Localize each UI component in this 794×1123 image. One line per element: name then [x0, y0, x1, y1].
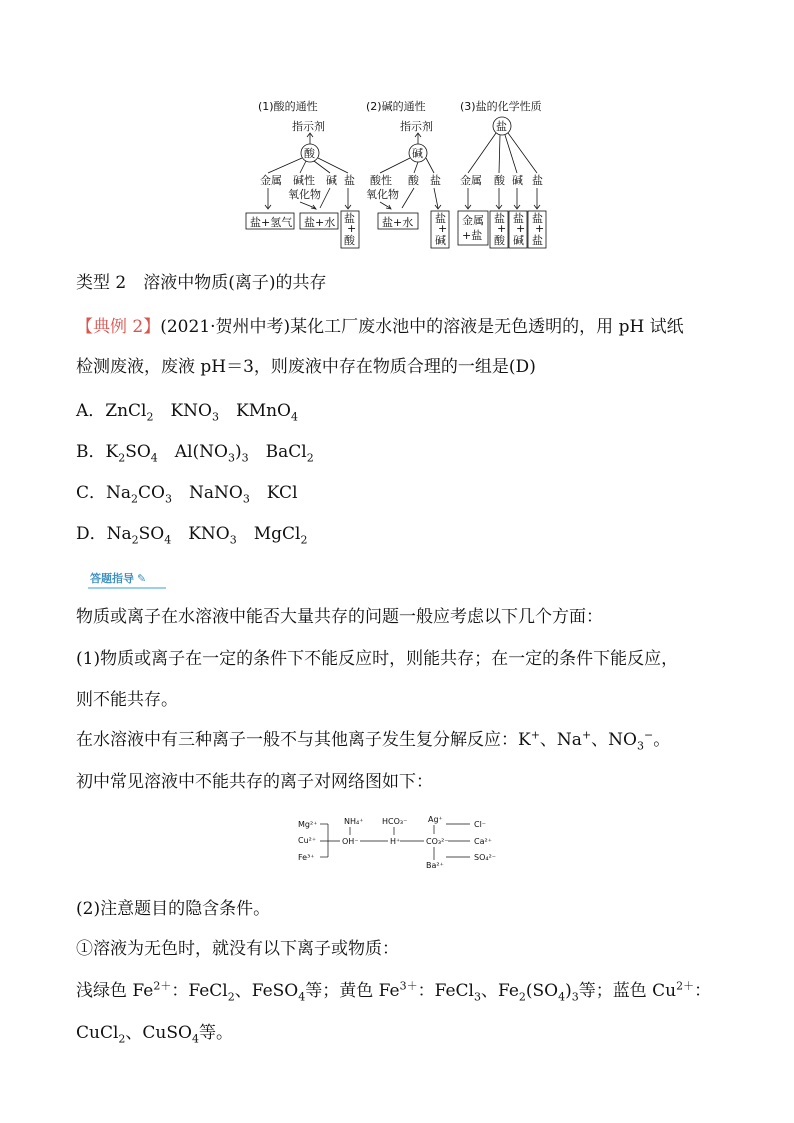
salt-result-2: +盐: [462, 229, 483, 242]
acid-branch-1: 金属: [260, 174, 282, 187]
base-branch-1: 酸性: [370, 174, 392, 187]
base-branch-2: 氧化物: [366, 188, 399, 201]
salt-result-1: 金属: [462, 214, 484, 227]
base-branch-4: 盐: [430, 174, 441, 187]
example-line-2: 检测废液，废液 pH＝3，则废液中存在物质合理的一组是(D): [76, 357, 536, 377]
acid-result-2: 盐+水: [304, 216, 336, 229]
option-d: D．$Na_2SO_4$ $KNO_3$ MgCl$_2$: [76, 524, 308, 547]
salt-branch-1: 金属: [460, 174, 482, 187]
guide-underline: [88, 586, 168, 590]
salt-center: 盐: [496, 120, 507, 133]
ion-co3: CO₃²⁻: [426, 837, 449, 846]
ion-ba: Ba²⁺: [426, 861, 444, 870]
type-heading: 类型 2 溶液中物质(离子)的共存: [76, 273, 327, 293]
paragraph-6: ①溶液为无色时，就没有以下离子或物质：: [76, 939, 399, 959]
option-c: C．$Na_2CO_3$ NaNO$_3$ KCl: [76, 483, 298, 506]
salt-branch-4: 盐: [532, 174, 543, 187]
ion-ca: Ca²⁺: [474, 837, 492, 846]
base-indicator: 指示剂: [400, 120, 433, 133]
example-tag: 【典例 2】: [76, 317, 161, 337]
salt-branch-2: 酸: [494, 174, 505, 187]
paragraph-7: 浅绿色 $Fe^{2+}$：FeCl$_2$、FeSO$_4$等；黄色 $Fe^{3+}$：FeCl$_3$、$Fe_2(SO_4)_3$等；蓝色 $Cu^{2+}$：: [76, 979, 712, 1004]
salt-result-9: 盐: [532, 212, 543, 225]
acid-branch-4: 碱: [326, 174, 337, 187]
base-title: (2)碱的通性: [366, 100, 426, 113]
acid-result-4: +: [347, 222, 357, 235]
base-result-4: 碱: [435, 234, 446, 247]
paragraph-8: CuCl$_2$、CuSO$_4$等。: [76, 1023, 233, 1046]
salt-result-3: 盐: [494, 212, 505, 225]
ion-cu: Cu²⁺: [298, 836, 317, 845]
paragraph-5: (2)注意题目的隐含条件。: [76, 899, 271, 919]
example-text-1: (2021·贺州中考)某化工厂废水池中的溶液是无色透明的，用 pH 试纸: [160, 317, 684, 337]
salt-result-10: +: [535, 222, 545, 235]
example-line-1: [76, 316, 684, 338]
ion-ag: Ag⁺: [428, 815, 443, 824]
option-a: A．ZnCl$_2$ $KNO_3$ KMnO$_4$: [76, 401, 298, 424]
acid-result-3: 盐: [344, 212, 355, 225]
properties-diagram: [240, 96, 560, 256]
salt-result-5: 酸: [494, 234, 505, 247]
base-center: 碱: [412, 147, 423, 160]
ion-nh4: NH₄⁺: [344, 817, 364, 826]
acid-title: (1)酸的通性: [258, 100, 318, 113]
ion-cl: Cl⁻: [474, 820, 487, 829]
salt-branch-3: 碱: [512, 174, 523, 187]
acid-branch-5: 盐: [344, 174, 355, 187]
base-branch-3: 酸: [408, 174, 419, 187]
paragraph-1: 物质或离子在水溶液中能否大量共存的问题一般应考虑以下几个方面：: [76, 607, 603, 627]
base-result-2: 盐: [435, 212, 446, 225]
acid-branch-2: 碱性: [293, 174, 315, 187]
option-b: B．$K_2SO_4$ $Al(NO_3)_3$ BaCl$_2$: [76, 442, 314, 465]
acid-result-5: 酸: [344, 234, 355, 247]
acid-indicator: 指示剂: [292, 120, 325, 133]
paragraph-2a: (1)物质或离子在一定的条件下不能反应时，则能共存；在一定的条件下能反应，: [76, 649, 679, 669]
paragraph-4: 初中常见溶液中不能共存的离子对网络图如下：: [76, 772, 433, 792]
pencil-icon: ✎: [137, 573, 147, 585]
salt-result-6: 盐: [513, 212, 524, 225]
acid-center: 酸: [304, 147, 315, 160]
salt-title: (3)盐的化学性质: [460, 100, 542, 113]
acid-result-1: 盐+氢气: [250, 216, 293, 229]
ion-oh: OH⁻: [342, 837, 359, 846]
paragraph-2b: 则不能共存。: [76, 690, 178, 710]
ion-fe: Fe³⁺: [298, 853, 315, 862]
paragraph-3: 在水溶液中有三种离子一般不与其他离子发生复分解反应：K+、Na+、$NO_3^-$。: [76, 728, 671, 753]
ion-network-diagram: [294, 810, 504, 872]
ion-mg: Mg²⁺: [298, 820, 318, 829]
guide-label: 答题指导 ✎: [90, 573, 147, 585]
ion-hco3: HCO₃⁻: [382, 817, 408, 826]
base-result-3: +: [438, 222, 448, 235]
ion-h: H⁺: [390, 837, 401, 846]
base-result-1: 盐+水: [382, 216, 414, 229]
salt-result-8: 碱: [513, 234, 524, 247]
ion-so4: SO₄²⁻: [474, 853, 497, 862]
salt-result-11: 盐: [532, 234, 543, 247]
salt-result-7: +: [516, 222, 526, 235]
salt-result-4: +: [497, 222, 507, 235]
acid-branch-3: 氧化物: [288, 188, 321, 201]
